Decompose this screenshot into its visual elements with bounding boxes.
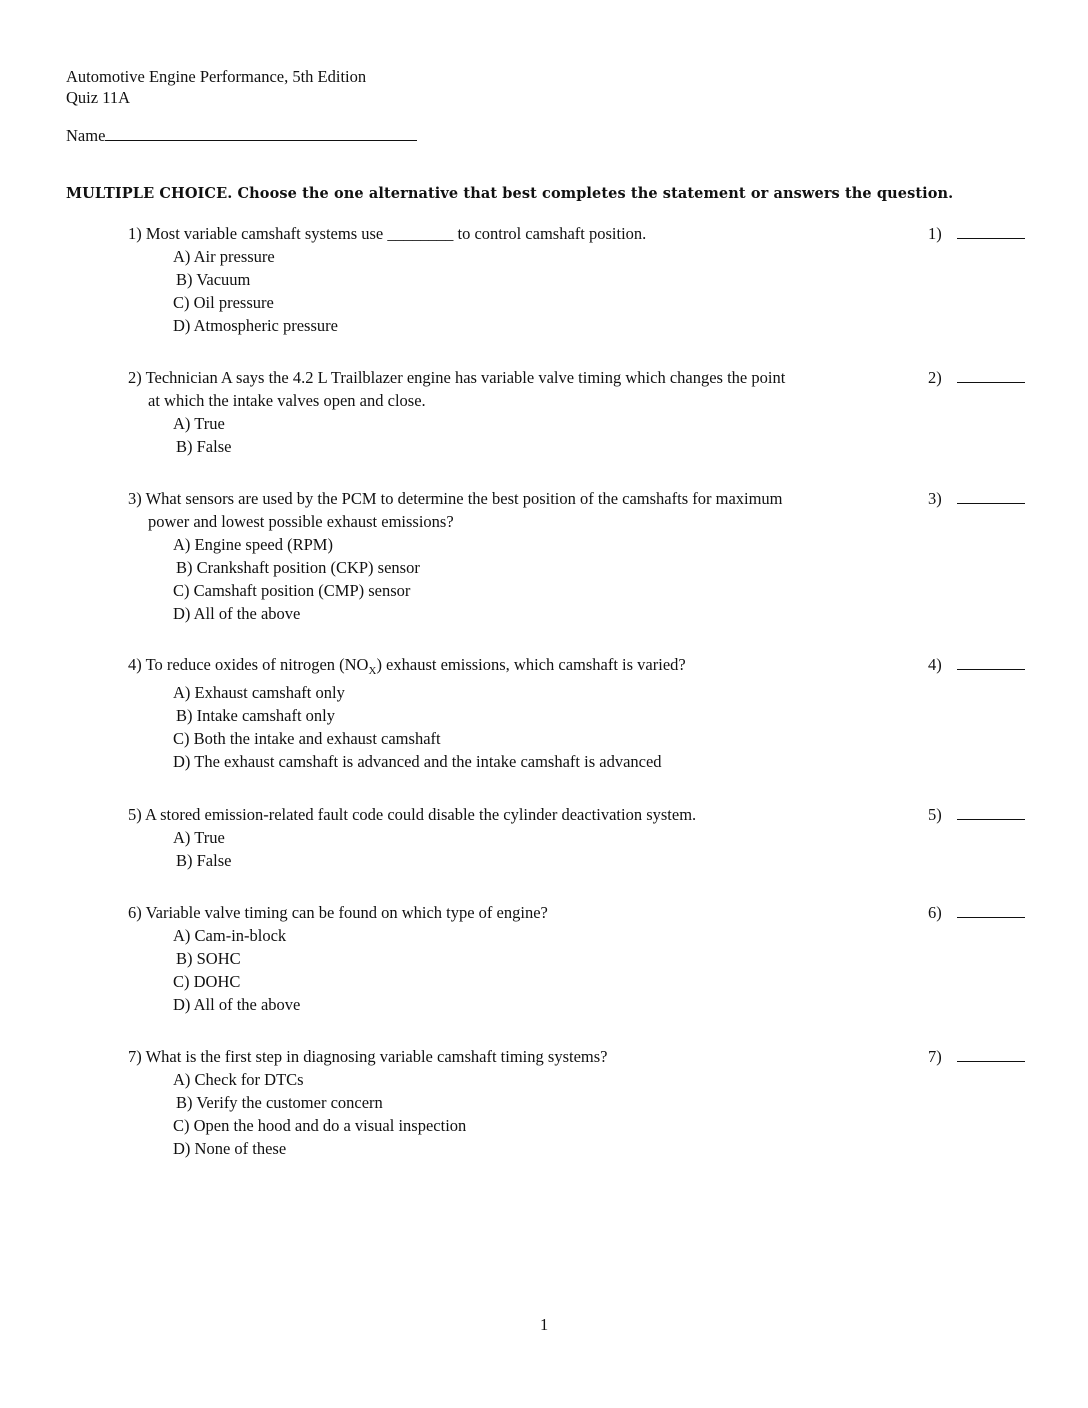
option-b: B) Intake camshaft only	[176, 706, 335, 725]
stem-text-end: ) exhaust emissions, which camshaft is varied?	[376, 655, 686, 674]
question-1	[128, 222, 1088, 337]
section-instructions: MULTIPLE CHOICE. Choose the one alternative that best completes the statement or answers the question.	[66, 185, 954, 202]
question-2	[128, 366, 1088, 458]
option-b: B) False	[176, 437, 232, 456]
answer-blank[interactable]	[957, 917, 1025, 918]
answer-number: 4)	[928, 655, 942, 674]
answer-number: 5)	[928, 805, 942, 824]
option-d: D) All of the above	[173, 604, 301, 623]
question-5	[128, 803, 1088, 872]
option-a: A) Exhaust camshaft only	[173, 683, 345, 702]
answer-number: 3)	[928, 489, 942, 508]
option-b: B) Crankshaft position (CKP) sensor	[176, 558, 420, 577]
answer-blank[interactable]	[957, 238, 1025, 239]
page-number: 1	[540, 1315, 549, 1334]
answer-number: 7)	[928, 1047, 942, 1066]
option-a: A) True	[173, 828, 225, 847]
question-stem: 5) A stored emission-related fault code could disable the cylinder deactivation system.	[128, 805, 697, 824]
subscript-x: X	[368, 665, 377, 677]
question-stem	[128, 653, 908, 676]
question-6	[128, 901, 1088, 1016]
option-b: B) False	[176, 851, 232, 870]
option-b: B) Verify the customer concern	[176, 1093, 383, 1112]
option-d: D) The exhaust camshaft is advanced and the intake camshaft is advanced	[173, 752, 662, 771]
question-stem: 3) What sensors are used by the PCM to determine the best position of the camshafts for maximum	[128, 489, 783, 508]
name-blank-line[interactable]	[105, 124, 417, 141]
answer-number: 6)	[928, 903, 942, 922]
answer-blank[interactable]	[957, 819, 1025, 820]
option-a: A) Engine speed (RPM)	[173, 535, 333, 554]
answer-blank[interactable]	[957, 503, 1025, 504]
answer-blank[interactable]	[957, 669, 1025, 670]
option-c: C) Open the hood and do a visual inspection	[173, 1116, 467, 1135]
option-a: A) True	[173, 414, 225, 433]
option-d: D) None of these	[173, 1139, 287, 1158]
option-b: B) SOHC	[176, 949, 241, 968]
option-c: C) Camshaft position (CMP) sensor	[173, 581, 411, 600]
question-3	[128, 487, 1088, 625]
option-c: C) DOHC	[173, 972, 241, 991]
quiz-label: Quiz 11A	[66, 88, 131, 107]
answer-blank[interactable]	[957, 382, 1025, 383]
question-stem-continued: power and lowest possible exhaust emissions?	[148, 512, 454, 531]
question-4	[128, 653, 1088, 773]
answer-number: 1)	[928, 224, 942, 243]
option-b: B) Vacuum	[176, 270, 251, 289]
option-c: C) Both the intake and exhaust camshaft	[173, 729, 441, 748]
option-d: D) All of the above	[173, 995, 301, 1014]
answer-number: 2)	[928, 368, 942, 387]
stem-text: 4) To reduce oxides of nitrogen (NO	[128, 655, 369, 674]
option-d: D) Atmospheric pressure	[173, 316, 338, 335]
option-a: A) Air pressure	[173, 247, 275, 266]
question-7	[128, 1045, 1088, 1160]
name-label: Name	[66, 126, 106, 145]
question-stem: 6) Variable valve timing can be found on which type of engine?	[128, 903, 548, 922]
option-c: C) Oil pressure	[173, 293, 274, 312]
option-a: A) Check for DTCs	[173, 1070, 304, 1089]
answer-blank[interactable]	[957, 1061, 1025, 1062]
question-stem: 7) What is the first step in diagnosing variable camshaft timing systems?	[128, 1047, 608, 1066]
question-stem-continued: at which the intake valves open and close.	[148, 391, 426, 410]
name-field[interactable]	[66, 124, 417, 146]
question-stem: 2) Technician A says the 4.2 L Trailblazer engine has variable valve timing which changes the point	[128, 368, 786, 387]
question-stem: 1) Most variable camshaft systems use ________ to control camshaft position.	[128, 224, 647, 243]
document-title: Automotive Engine Performance, 5th Edition	[66, 67, 367, 86]
option-a: A) Cam-in-block	[173, 926, 287, 945]
